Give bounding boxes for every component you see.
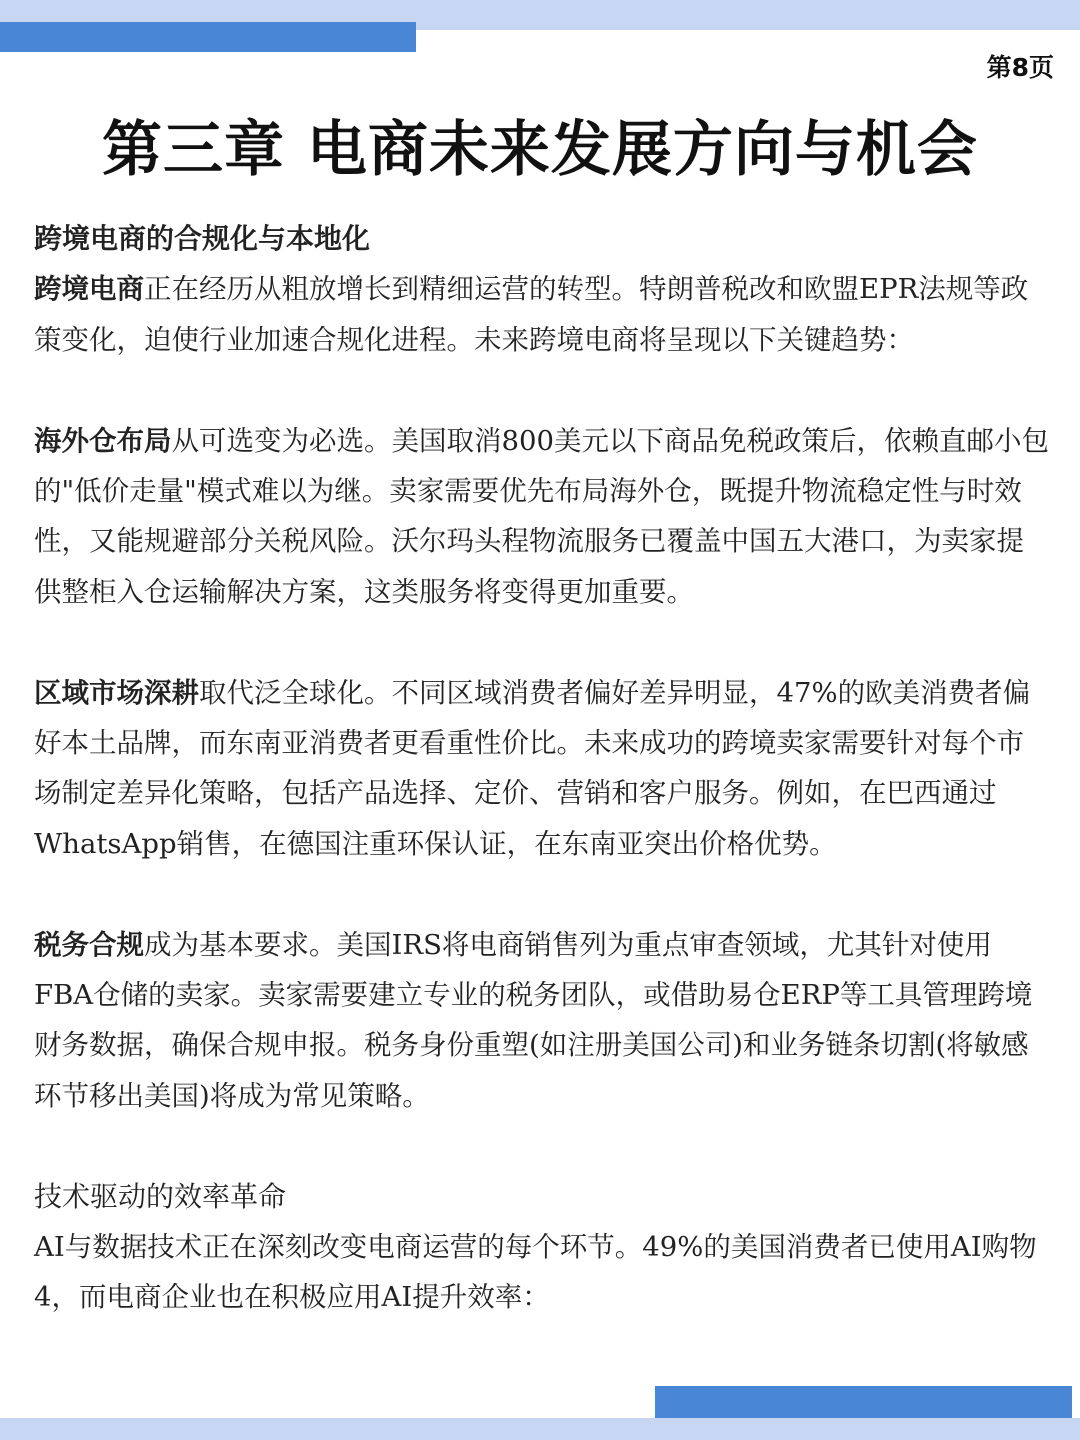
paragraph-text: 正在经历从粗放增长到精细运营的转型。特朗普税改和欧盟EPR法规等政策变化，迫使行业加速合规化进程。未来跨境电商将呈现以下关键趋势： [34, 273, 1029, 356]
top-decor-band-accent [0, 22, 416, 52]
paragraph-spacer [34, 869, 1050, 919]
section-heading: 技术驱动的效率革命 [34, 1179, 287, 1213]
paragraph-lead: 跨境电商 [34, 273, 144, 306]
paragraph-spacer [34, 617, 1050, 667]
paragraph [34, 264, 1050, 365]
bottom-decor-band-accent [655, 1386, 1072, 1418]
paragraph-spacer [34, 365, 1050, 415]
article-body [34, 214, 1050, 1323]
page-number: 第8页 [986, 53, 1054, 82]
chapter-title: 第三章 电商未来发展方向与机会 [102, 115, 978, 185]
bottom-decor-band-light [0, 1418, 1080, 1440]
paragraph [34, 920, 1050, 1122]
paragraph [34, 1222, 1050, 1323]
paragraph-lead: 海外仓布局 [34, 424, 172, 457]
section-heading: 跨境电商的合规化与本地化 [34, 222, 371, 255]
paragraph-text: 取代泛全球化。不同区域消费者偏好差异明显，47%的欧美消费者偏好本土品牌，而东南亚消费者更看重性价比。未来成功的跨境卖家需要针对每个市场制定差异化策略，包括产品选择、定价、营销和客户服务。例如，在巴西通过WhatsApp销售，在德国注重环保认证，在东南亚突出价格优势。 [34, 676, 1031, 860]
paragraph-spacer [34, 1121, 1050, 1171]
paragraph-text: 从可选变为必选。美国取消800美元以下商品免税政策后，依赖直邮小包的"低价走量"模式难以为继。卖家需要优先布局海外仓，既提升物流稳定性与时效性，又能规避部分关税风险。沃尔玛头程物流服务已覆盖中国五大港口，为卖家提供整柜入仓运输解决方案，这类服务将变得更加重要。 [34, 424, 1049, 608]
paragraph-text: 成为基本要求。美国IRS将电商销售列为重点审查领域，尤其针对使用FBA仓储的卖家。卖家需要建立专业的税务团队，或借助易仓ERP等工具管理跨境财务数据，确保合规申报。税务身份重塑(如注册美国公司)和业务链条切割(将敏感环节移出美国)将成为常见策略。 [34, 928, 1033, 1112]
paragraph-lead: 税务合规 [34, 928, 144, 961]
paragraph [34, 668, 1050, 870]
paragraph [34, 416, 1050, 618]
paragraph-lead: 区域市场深耕 [34, 676, 199, 709]
paragraph-text: AI与数据技术正在深刻改变电商运营的每个环节。49%的美国消费者已使用AI购物4，而电商企业也在积极应用AI提升效率： [34, 1231, 1037, 1314]
